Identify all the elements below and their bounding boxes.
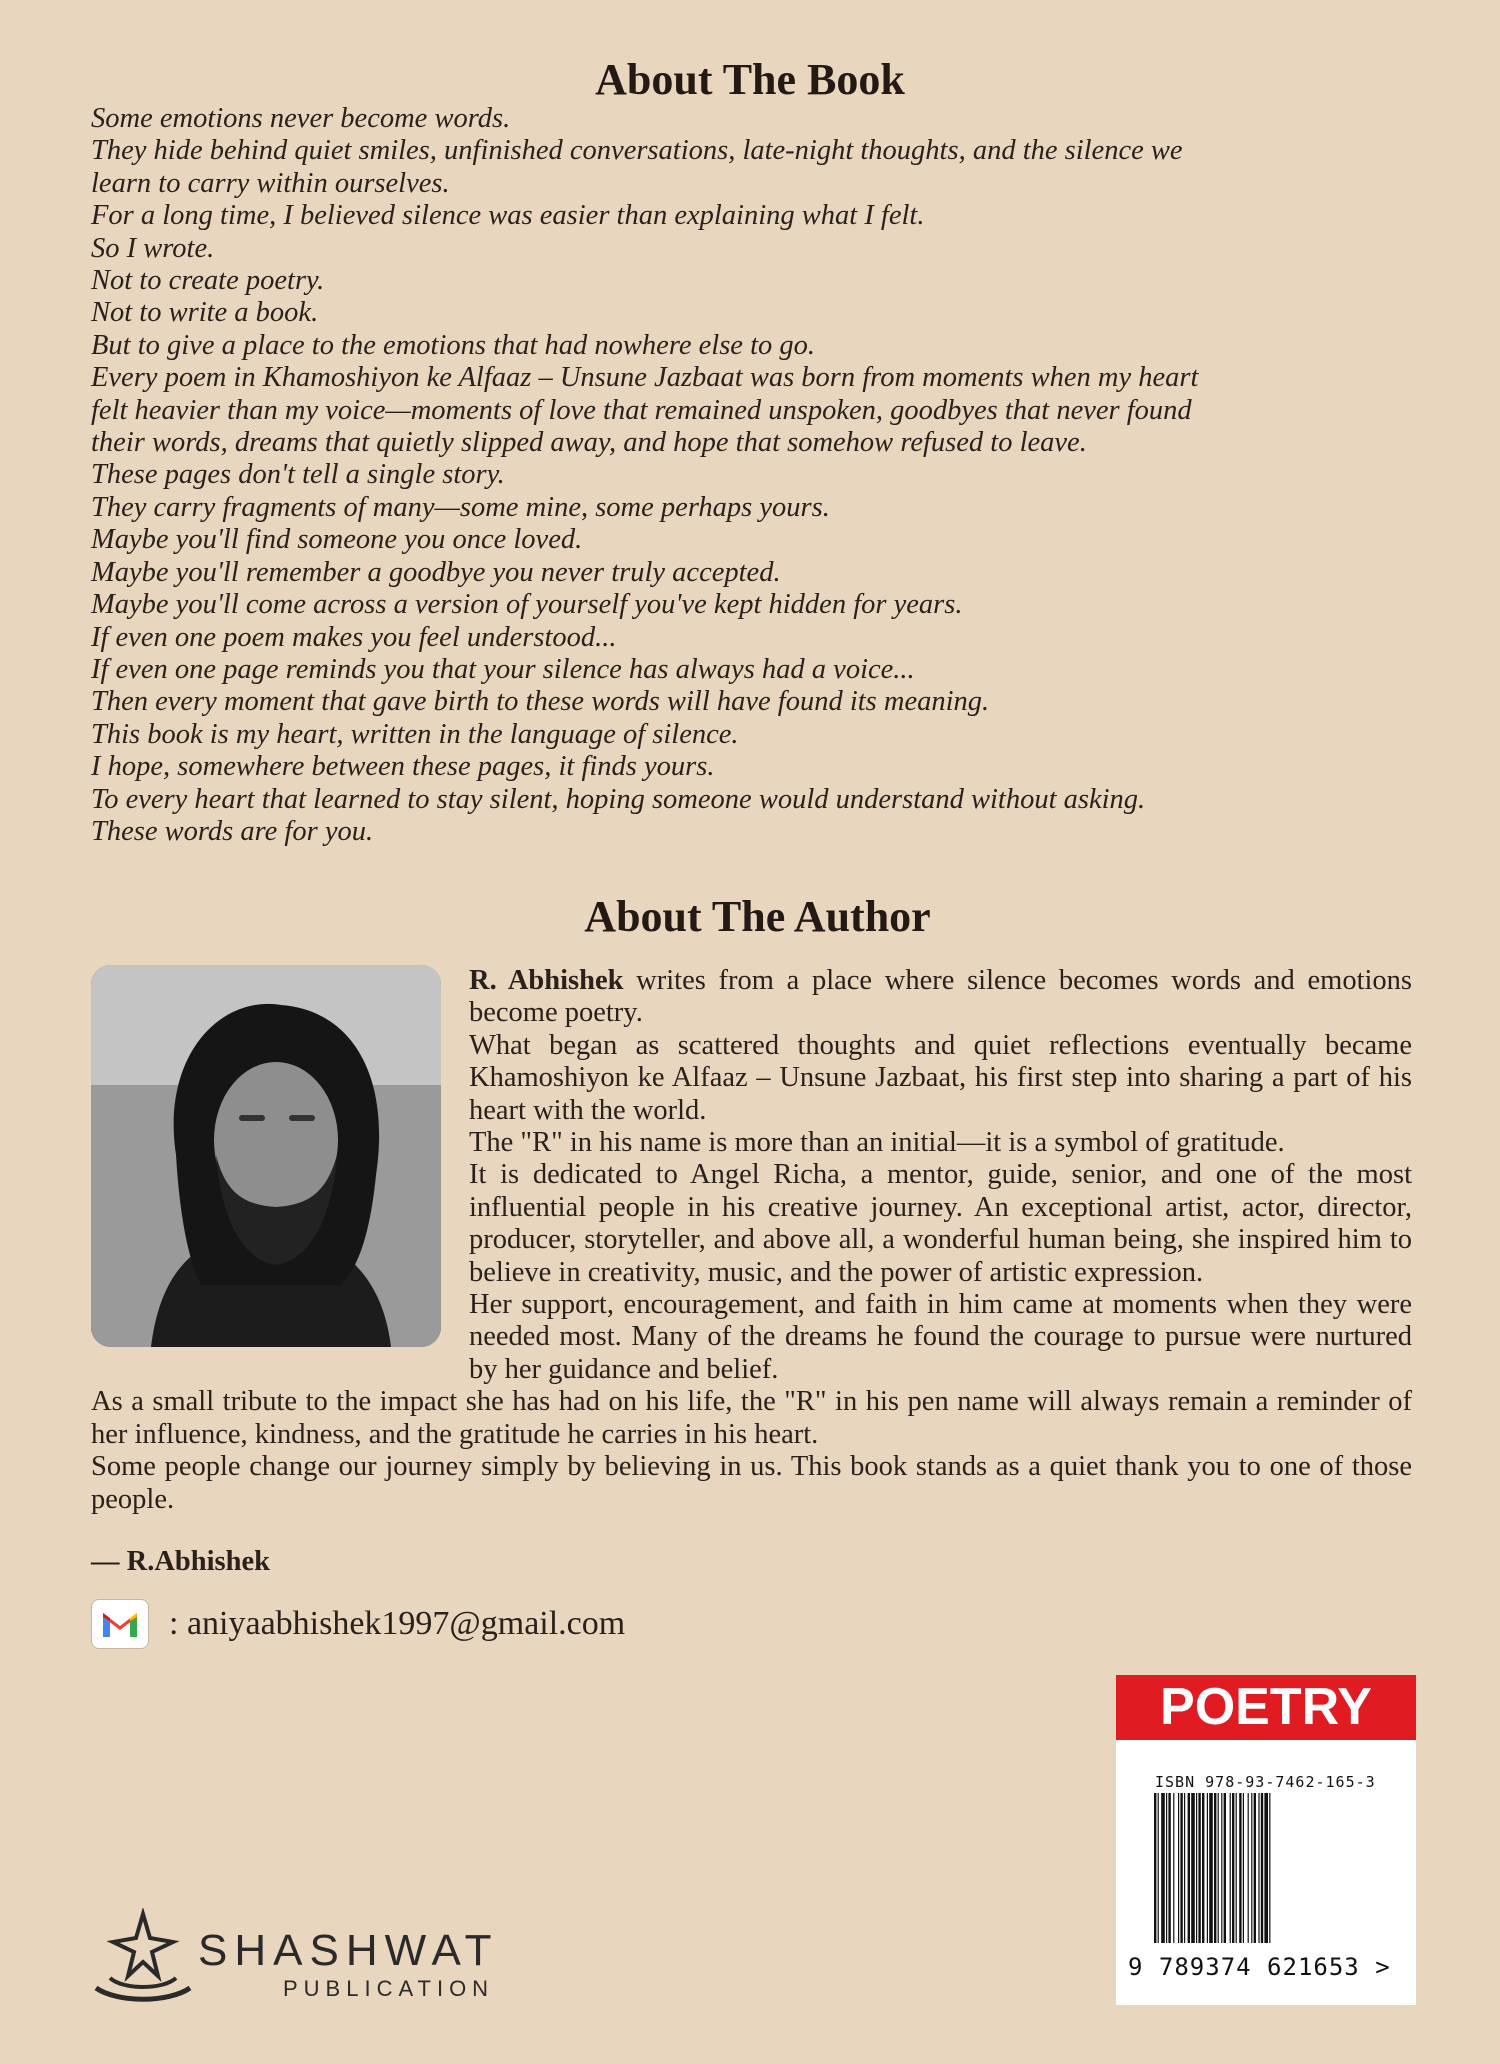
author-intro-text: writes from a place where silence becomes words and emotions become poetry.: [469, 965, 1412, 1029]
book-line: felt heavier than my voice—moments of love that remained unspoken, goodbyes that never found: [91, 394, 1192, 426]
publisher-logo: [88, 1908, 538, 2008]
book-line: But to give a place to the emotions that had nowhere else to go.: [91, 329, 815, 361]
book-line: Some emotions never become words.: [91, 103, 511, 134]
book-line: If even one page reminds you that your silence has always had a voice...: [91, 653, 915, 685]
author-paragraph: It is dedicated to Angel Richa, a mentor, guide, senior, and one of the most influential people in his creative journey. An exceptional artist, actor, director, producer, storyteller, and above all, a wonderful human being, she inspired him to believe in creativity, music, and the power of artistic expression.: [469, 1159, 1412, 1288]
book-line: They hide behind quiet smiles, unfinished conversations, late-night thoughts, and the silence we: [91, 135, 1183, 167]
author-paragraph: The "R" in his name is more than an initial—it is a symbol of gratitude.: [469, 1127, 1285, 1159]
author-bio: [91, 965, 1412, 1516]
book-line: Not to create poetry.: [91, 265, 325, 297]
book-line: Then every moment that gave birth to these words will have found its meaning.: [91, 686, 990, 718]
book-line: These pages don't tell a single story.: [91, 459, 505, 491]
author-signature: — R.Abhishek: [91, 1546, 270, 1577]
book-heading: About The Book: [595, 55, 905, 104]
author-paragraph: Some people change our journey simply by believing in us. This book stands as a quiet thank you to one of those people.: [91, 1451, 1412, 1515]
book-line: So I wrote.: [91, 232, 215, 264]
publisher-subtitle: PUBLICATION: [283, 1976, 495, 2001]
barcode-icon: [1154, 1793, 1376, 1963]
book-line: Maybe you'll find someone you once loved.: [91, 524, 583, 556]
book-line: Not to write a book.: [91, 297, 319, 329]
isbn-label: ISBN 978-93-7462-165-3: [1155, 1773, 1376, 1791]
author-paragraph: Her support, encouragement, and faith in him came at moments when they were needed most. Many of the dreams he found the courage to pursue were nurtured by her guidance and belief.: [469, 1289, 1412, 1385]
email-address[interactable]: : aniyaabhishek1997@gmail.com: [169, 1605, 626, 1642]
book-line: Maybe you'll remember a goodbye you never truly accepted.: [91, 556, 781, 588]
book-line: their words, dreams that quietly slipped away, and hope that somehow refused to leave.: [91, 427, 1087, 459]
book-line: These words are for you.: [91, 815, 374, 847]
genre-label: POETRY: [1116, 1675, 1416, 1740]
author-paragraph: What began as scattered thoughts and quiet reflections eventually became Khamoshiyon ke Alfaaz – Unsune Jazbaat, his first step into sharing a part of his heart with the world.: [469, 1029, 1412, 1126]
book-line: Maybe you'll come across a version of yourself you've kept hidden for years.: [91, 589, 963, 621]
book-line: Every poem in Khamoshiyon ke Alfaaz – Unsune Jazbaat was born from moments when my heart: [91, 362, 1199, 394]
author-heading: About The Author: [584, 892, 931, 941]
publisher-emblem-icon: [88, 1908, 198, 2008]
author-paragraph: As a small tribute to the impact she has had on his life, the "R" in his pen name will always remain a reminder of her influence, kindness, and the gratitude he carries in his heart.: [91, 1386, 1412, 1450]
book-line: learn to carry within ourselves.: [91, 167, 450, 199]
barcode-digits: 9 789374 621653 >: [1128, 1953, 1391, 1981]
book-line: I hope, somewhere between these pages, it finds yours.: [91, 751, 715, 783]
email-row: [91, 1599, 625, 1649]
publisher-name: SHASHWAT: [198, 1926, 499, 1975]
book-line: To every heart that learned to stay silent, hoping someone would understand without asking.: [91, 783, 1146, 815]
book-line: This book is my heart, written in the language of silence.: [91, 718, 739, 750]
author-name: R. Abhishek: [469, 965, 624, 996]
gmail-icon: [91, 1599, 149, 1649]
book-line: They carry fragments of many—some mine, some perhaps yours.: [91, 491, 830, 523]
book-line: If even one poem makes you feel understood...: [91, 621, 617, 653]
book-description: [91, 103, 1421, 848]
barcode-panel: [1116, 1675, 1416, 2005]
book-line: For a long time, I believed silence was easier than explaining what I felt.: [91, 200, 925, 232]
